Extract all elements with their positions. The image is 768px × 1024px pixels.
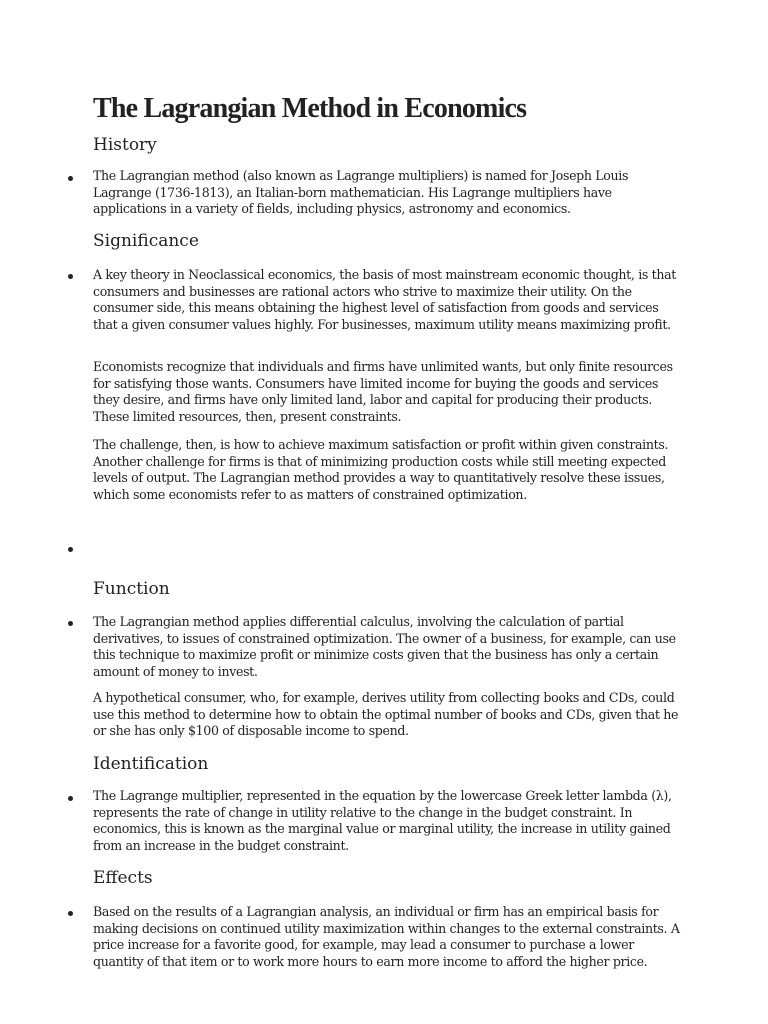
page-title: The Lagrangian Method in Economics [93,93,527,124]
bullet-icon [68,911,73,916]
bullet-icon [68,176,73,181]
effects-paragraph: Based on the results of a Lagrangian analysis, an individual or firm has an empirical basis for making decisions on continued utility maximization within changes to the external constraints. A price increase for a favorite good, for example, may lead a consumer to purchase a lower quantity of that item or to work more hours to earn more income to afford the higher price. [93,904,680,969]
significance-paragraph-3: The challenge, then, is how to achieve maximum satisfaction or profit within given constraints. Another challenge for firms is that of minimizing production costs while still meeting expected levels of output. The Lagrangian method provides a way to quantitatively resolve these issues, which some economists refer to as matters of constrained optimization. [93,437,669,502]
section-heading-function: Function [93,579,170,599]
history-paragraph: The Lagrangian method (also known as Lagrange multipliers) is named for Joseph Louis Lagrange (1736-1813), an Italian-born mathematician. His Lagrange multipliers have applications in a variety of fields, including physics, astronomy and economics. [93,168,629,216]
function-paragraph-2: A hypothetical consumer, who, for example, derives utility from collecting books and CDs, could use this method to determine how to obtain the optimal number of books and CDs, given that he or she has only $100 of disposable income to spend. [93,690,679,738]
bullet-icon [68,621,73,626]
significance-paragraph-1: A key theory in Neoclassical economics, the basis of most mainstream economic thought, is that consumers and businesses are rational actors who strive to maximize their utility. On the consumer side, this means obtaining the highest level of satisfaction from goods and services that a given consumer values highly. For businesses, maximum utility means maximizing profit. [93,267,676,332]
function-paragraph-1: The Lagrangian method applies differential calculus, involving the calculation of partial derivatives, to issues of constrained optimization. The owner of a business, for example, can use this technique to maximize profit or minimize costs given that the business has only a certain amount of money to invest. [93,614,676,679]
section-heading-significance: Significance [93,231,199,251]
section-heading-identification: Identification [93,754,209,774]
bullet-icon [68,274,73,279]
empty-bullet-icon [68,547,73,552]
section-heading-effects: Effects [93,868,153,888]
section-heading-history: History [93,135,157,155]
identification-paragraph: The Lagrange multiplier, represented in the equation by the lowercase Greek letter lambda (λ), represents the rate of change in utility relative to the change in the budget constraint. In economics, this is known as the marginal value or marginal utility, the increase in utility gained from an increase in the budget constraint. [93,788,672,853]
bullet-icon [68,796,73,801]
significance-paragraph-2: Economists recognize that individuals and firms have unlimited wants, but only finite resources for satisfying those wants. Consumers have limited income for buying the goods and services they desire, and firms have only limited land, labor and capital for producing their products. These limited resources, then, present constraints. [93,359,673,424]
